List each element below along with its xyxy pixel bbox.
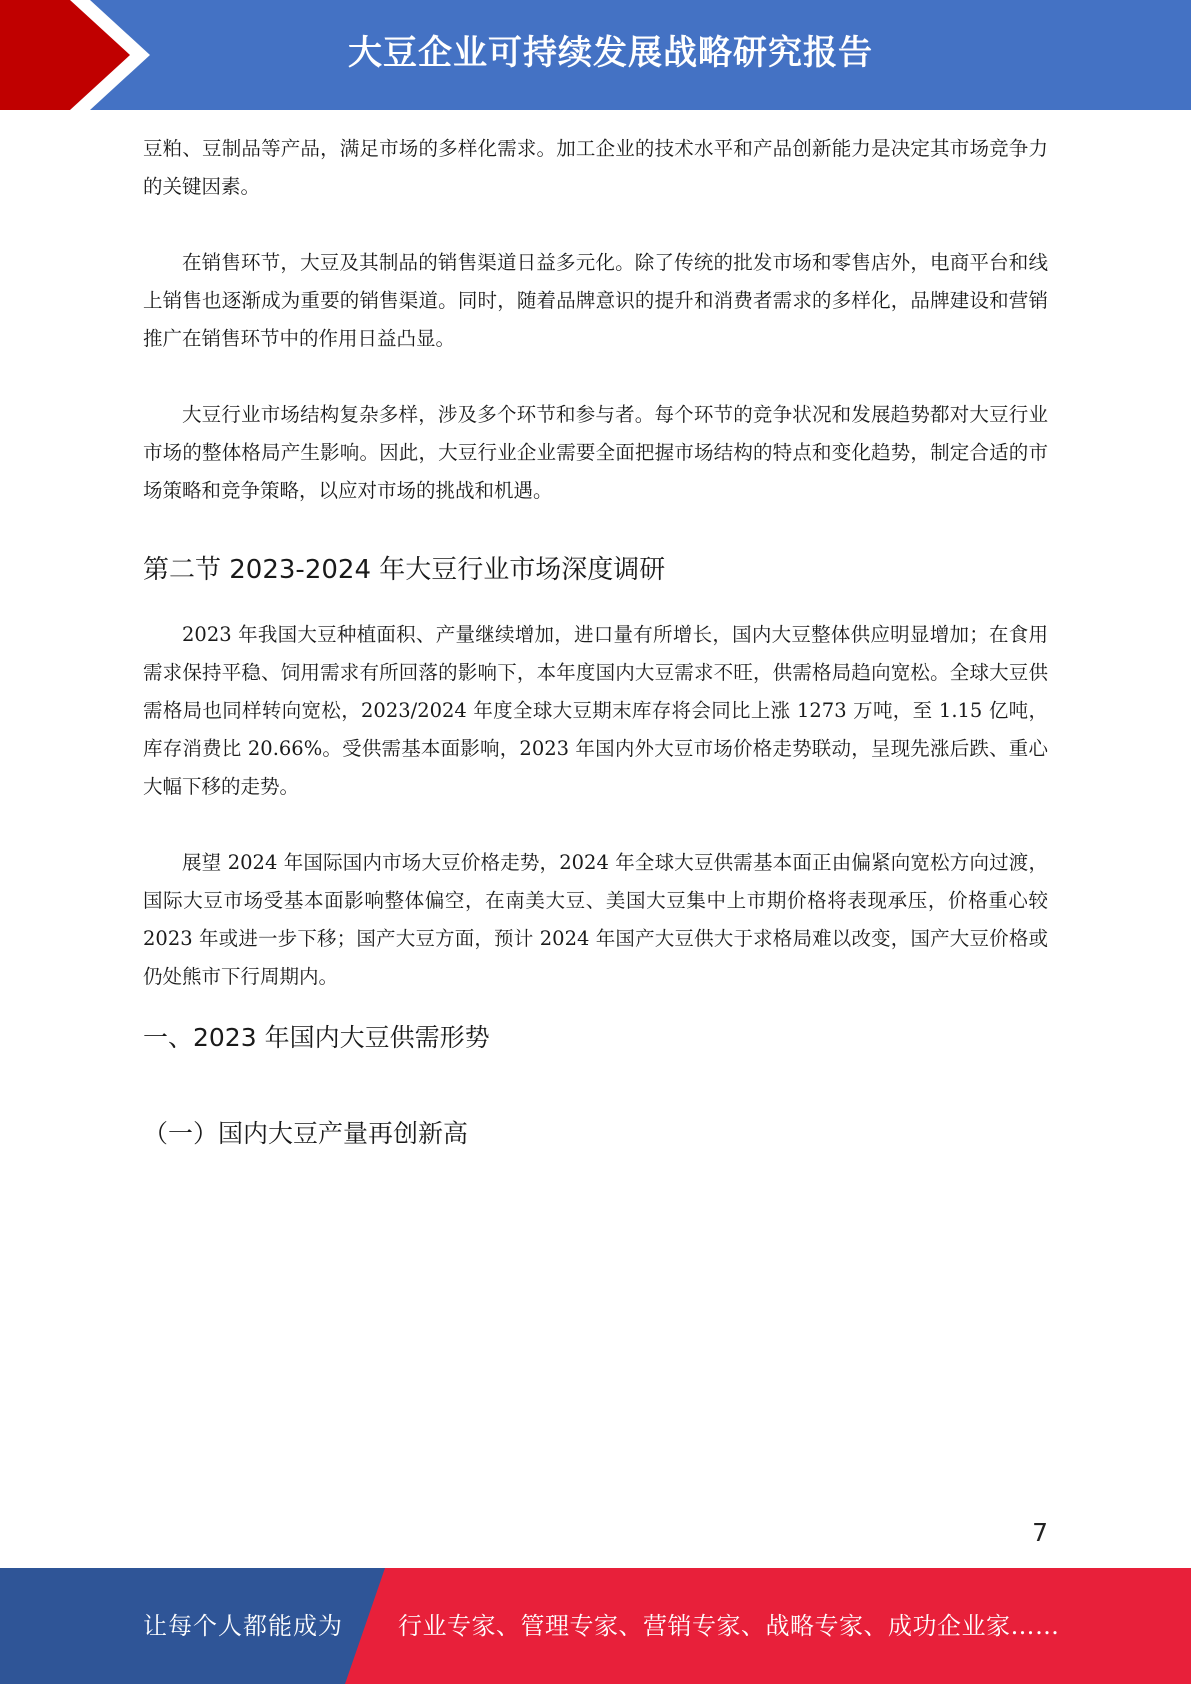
page-footer [0, 1568, 1191, 1684]
report-title: 大豆企业可持续发展战略研究报告 [348, 33, 873, 73]
paragraph-1: 豆粕、豆制品等产品，满足市场的多样化需求。加工企业的技术水平和产品创新能力是决定其市场竞争力的关键因素。 [143, 137, 1048, 198]
page-header [0, 0, 1191, 110]
section-heading: 第二节 2023-2024 年大豆行业市场深度调研 [143, 555, 666, 585]
footer-slogan-left: 让每个人都能成为 [143, 1612, 343, 1640]
subheading-supply-demand: 一、2023 年国内大豆供需形势 [143, 1023, 490, 1052]
paragraph-3: 大豆行业市场结构复杂多样，涉及多个环节和参与者。每个环节的竞争状况和发展趋势都对大豆行业市场的整体格局产生影响。因此，大豆行业企业需要全面把握市场结构的特点和变化趋势，制定合适的市场策略和竞争策略，以应对市场的挑战和机遇。 [143, 403, 1048, 502]
paragraph-5: 展望 2024 年国际国内市场大豆价格走势，2024 年全球大豆供需基本面正由偏紧向宽松方向过渡，国际大豆市场受基本面影响整体偏空，在南美大豆、美国大豆集中上市期价格将表现承压，价格重心较 2023 年或进一步下移；国产大豆方面，预计 2024 年国产大豆供大于求格局难以改变，国产大豆价格或仍处熊市下行周期内。 [143, 851, 1048, 988]
page-content [143, 130, 1048, 1154]
paragraph-4: 2023 年我国大豆种植面积、产量继续增加，进口量有所增长，国内大豆整体供应明显增加；在食用需求保持平稳、饲用需求有所回落的影响下，本年度国内大豆需求不旺，供需格局趋向宽松。全球大豆供需格局也同样转向宽松，2023/2024 年度全球大豆期末库存将会同比上涨 1273 万吨，至 1.15 亿吨，库存消费比 20.66%。受供需基本面影响，2023 年国内外大豆市场价格走势联动，呈现先涨后跌、重心大幅下移的走势。 [143, 623, 1048, 798]
footer-slogan-right: 行业专家、管理专家、营销专家、战略专家、成功企业家…… [398, 1612, 1060, 1640]
page-number: 7 [1032, 1518, 1048, 1547]
paragraph-2: 在销售环节，大豆及其制品的销售渠道日益多元化。除了传统的批发市场和零售店外，电商平台和线上销售也逐渐成为重要的销售渠道。同时，随着品牌意识的提升和消费者需求的多样化，品牌建设和营销推广在销售环节中的作用日益凸显。 [143, 251, 1048, 350]
subheading-production-record: （一）国内大豆产量再创新高 [143, 1119, 469, 1148]
